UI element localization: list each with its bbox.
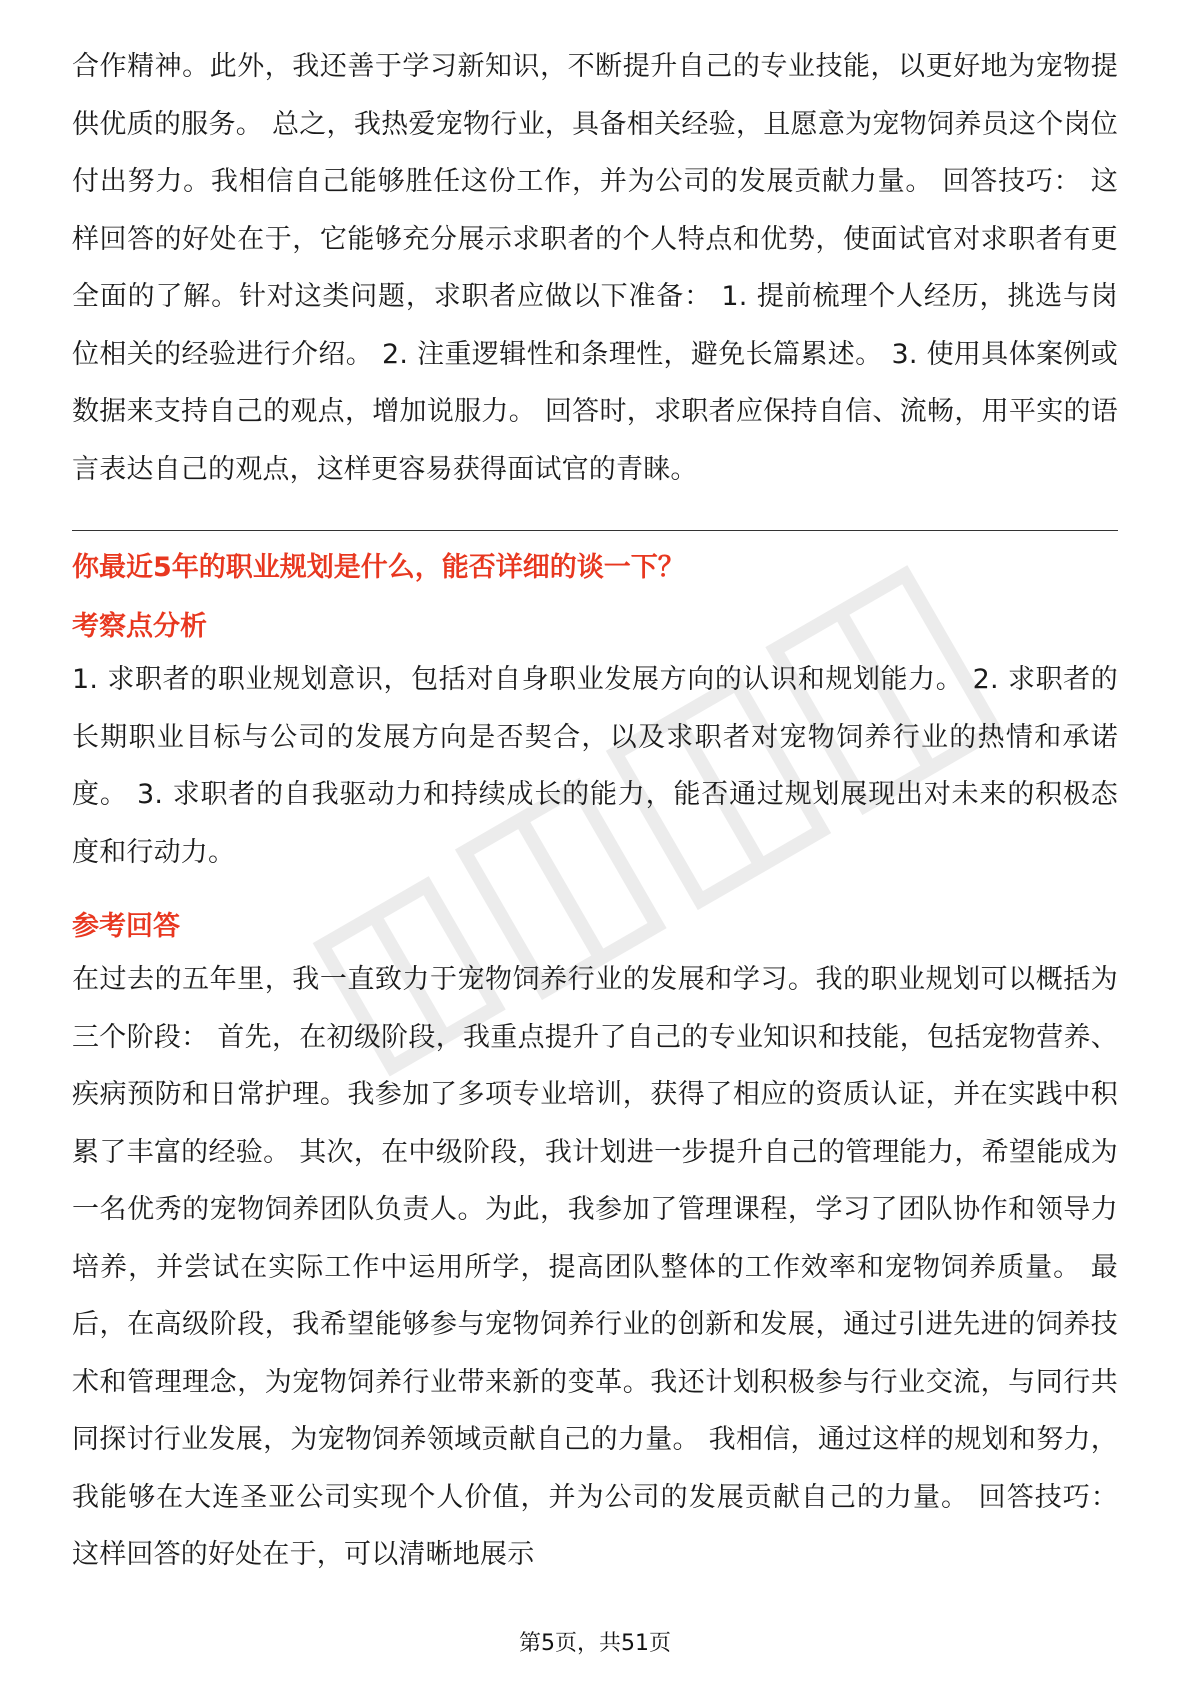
intro-paragraph: 合作精神。此外，我还善于学习新知识，不断提升自己的专业技能，以更好地为宠物提供优质的服务。 总之，我热爱宠物行业，具备相关经验，且愿意为宠物饲养员这个岗位付出努力。我相信自己能够胜任这份工作，并为公司的发展贡献力量。 回答技巧： 这样回答的好处在于，它能够充分展示求职者的个人特点和优势，使面试官对求职者有更全面的了解。针对这类问题，求职者应做以下准备： 1. 提前梳理个人经历，挑选与岗位相关的经验进行介绍。 2. 注重逻辑性和条理性，避免长篇累述。 3. 使用具体案例或数据来支持自己的观点，增加说服力。 回答时，求职者应保持自信、流畅，用平实的语言表达自己的观点，这样更容易获得面试官的青睐。 (72, 51, 1118, 485)
analysis-title: 考察点分析 (72, 611, 207, 642)
section-divider (72, 530, 1118, 531)
reference-title: 参考回答 (72, 911, 180, 942)
reference-body: 在过去的五年里，我一直致力于宠物饲养行业的发展和学习。我的职业规划可以概括为三个阶段： 首先，在初级阶段，我重点提升了自己的专业知识和技能，包括宠物营养、疾病预防和日常护理。我参加了多项专业培训，获得了相应的资质认证，并在实践中积累了丰富的经验。 其次，在中级阶段，我计划进一步提升自己的管理能力，希望能成为一名优秀的宠物饲养团队负责人。为此，我参加了管理课程，学习了团队协作和领导力培养，并尝试在实际工作中运用所学，提高团队整体的工作效率和宠物饲养质量。 最后，在高级阶段，我希望能够参与宠物饲养行业的创新和发展，通过引进先进的饲养技术和管理理念，为宠物饲养行业带来新的变革。我还计划积极参与行业交流，与同行共同探讨行业发展，为宠物饲养领域贡献自己的力量。 我相信，通过这样的规划和努力，我能够在大连圣亚公司实现个人价值，并为公司的发展贡献自己的力量。 回答技巧： 这样回答的好处在于，可以清晰地展示 (72, 964, 1118, 1570)
page-number: 第5页，共51页 (519, 1631, 671, 1656)
analysis-body: 1. 求职者的职业规划意识，包括对自身职业发展方向的认识和规划能力。 2. 求职者的长期职业目标与公司的发展方向是否契合，以及求职者对宠物饲养行业的热情和承诺度。 3. 求职者的自我驱动力和持续成长的能力，能否通过规划展现出对未来的积极态度和行动力。 (72, 664, 1118, 868)
page-content (72, 38, 1118, 1584)
question-heading: 你最近5年的职业规划是什么，能否详细的谈一下？ (72, 552, 685, 583)
